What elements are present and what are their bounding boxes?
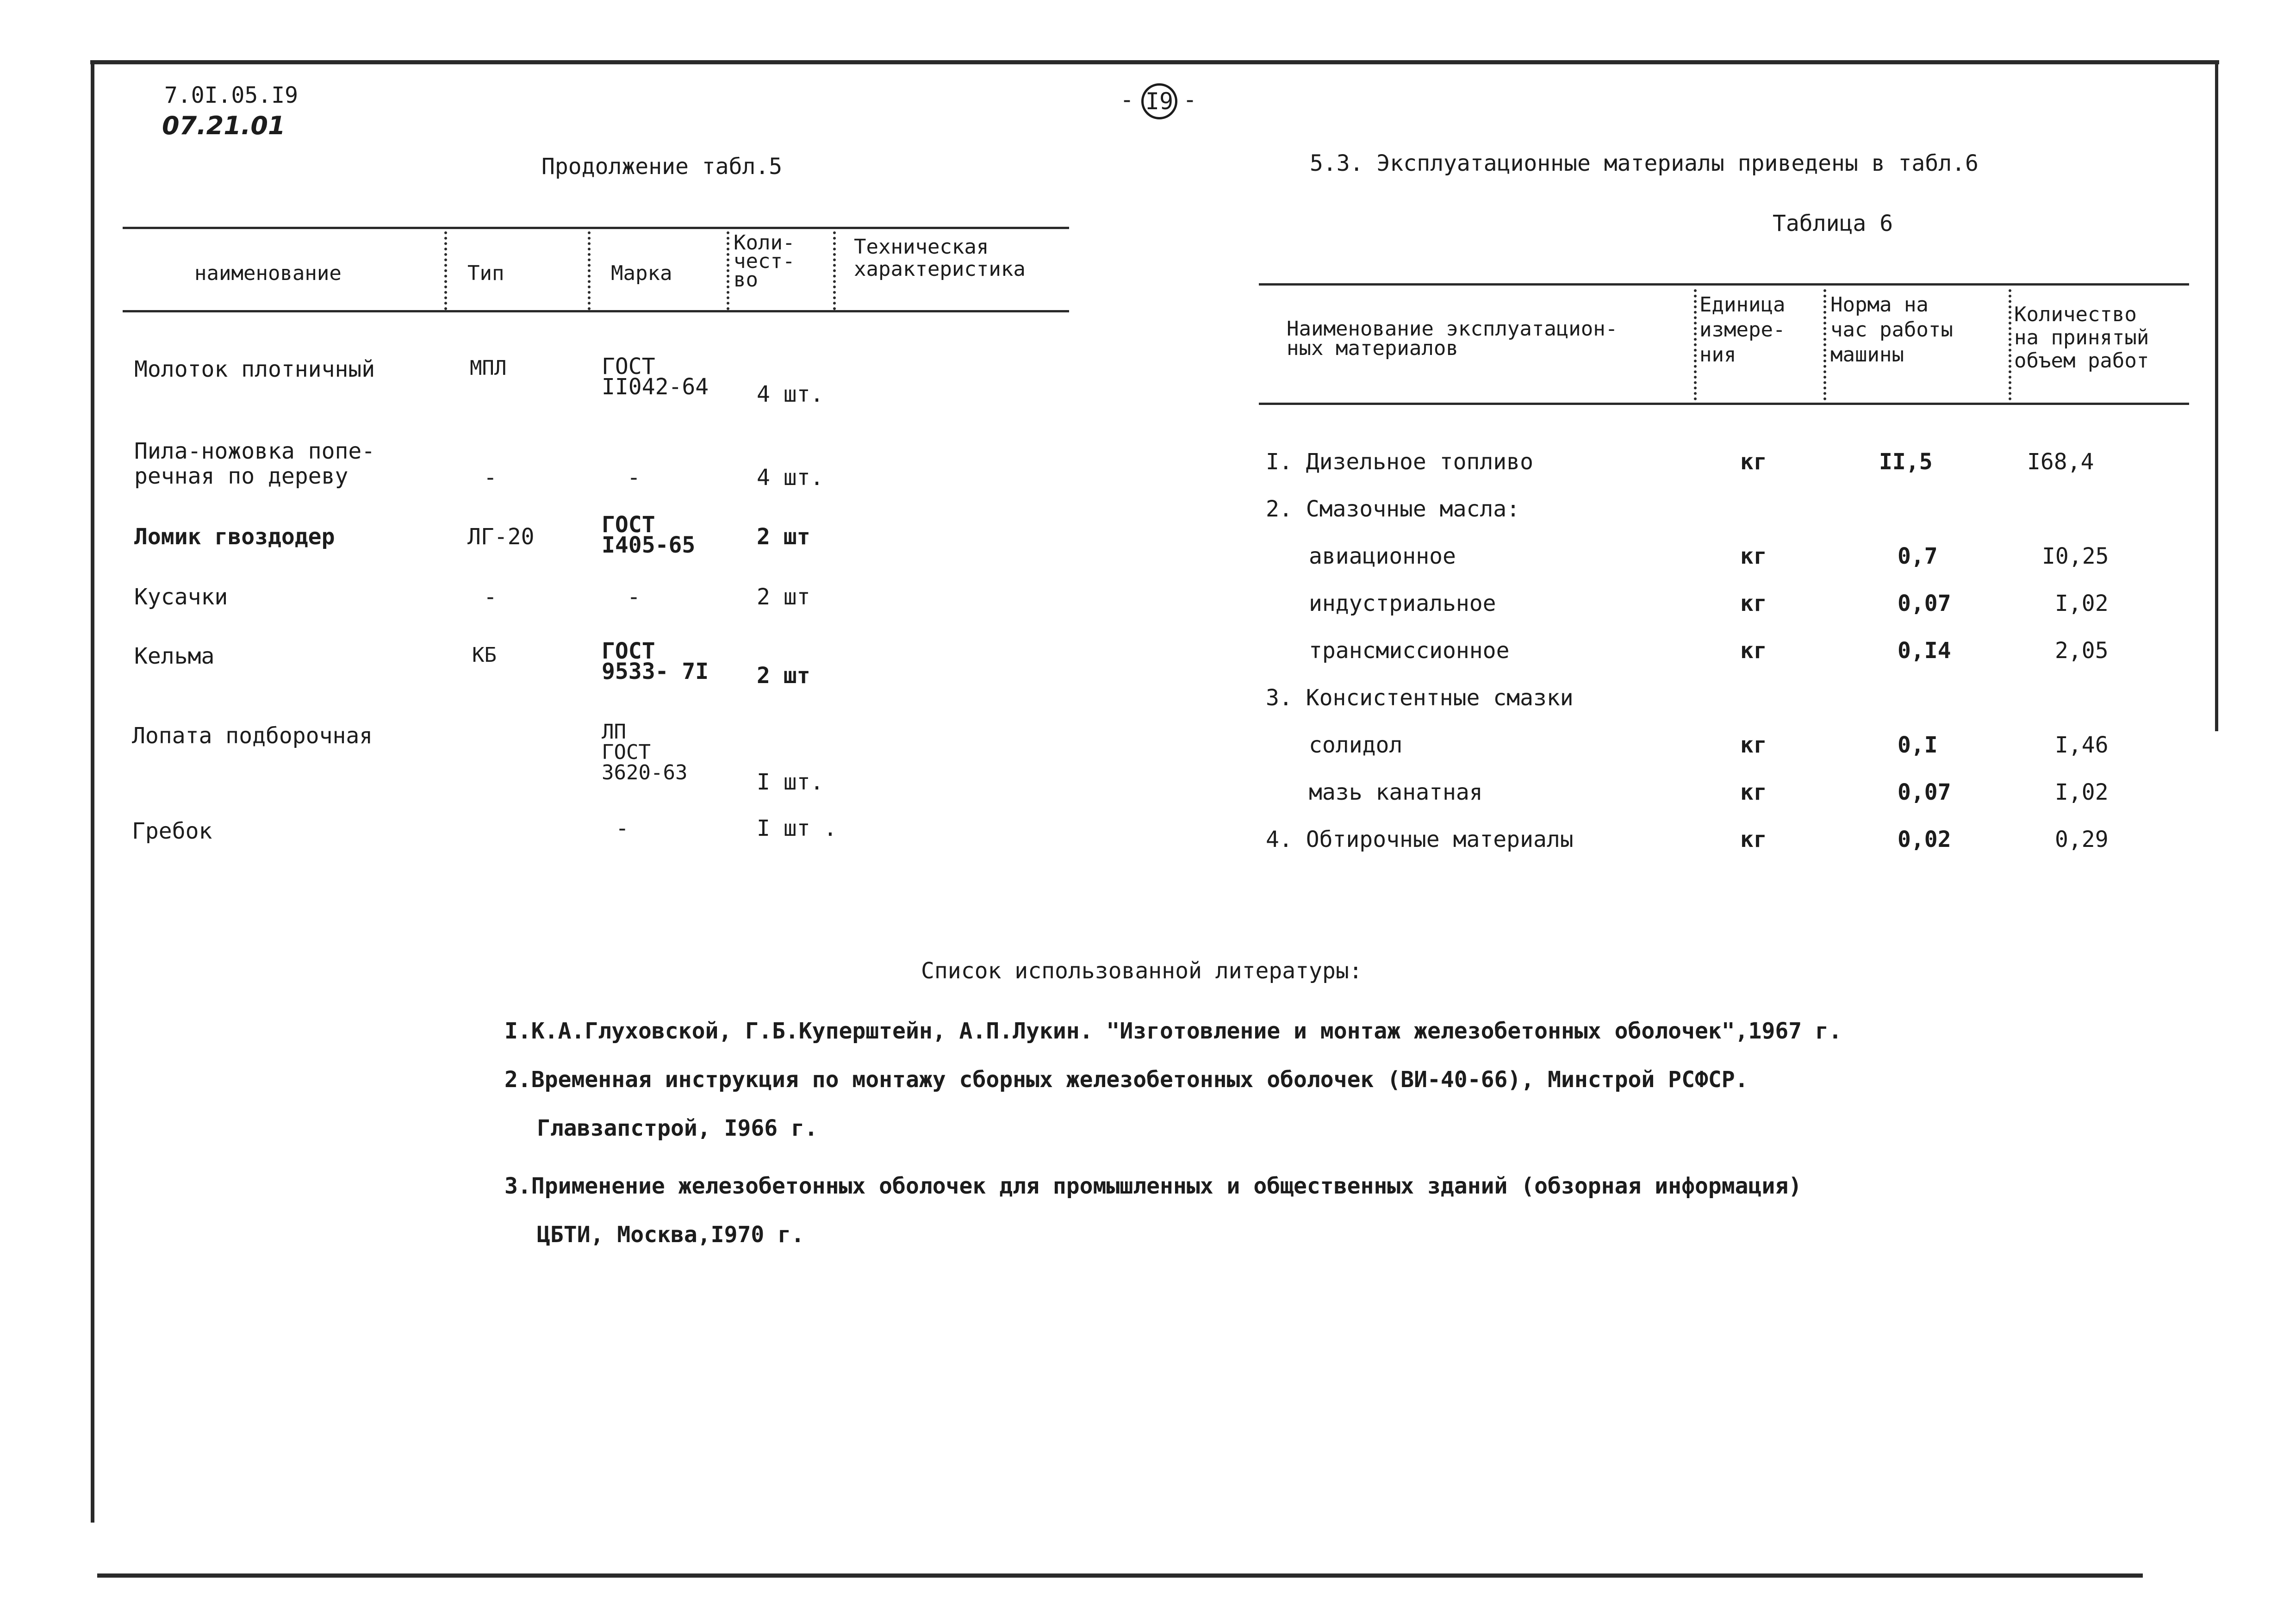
literature-item: I.К.А.Глуховской, Г.Б.Куперштейн, А.П.Лукин. "Изготовление и монтаж железобетонных оболочек",1967 г.	[504, 1018, 1842, 1044]
right-table-header-rule	[1259, 403, 2189, 405]
left-table-divider	[727, 231, 729, 310]
left-header-qty: Коли- чест- во	[734, 231, 795, 292]
table-cell: кг	[1740, 779, 1767, 805]
page-number: I9	[1145, 88, 1174, 115]
table-cell: 4 шт.	[757, 465, 824, 491]
table-cell: 2. Смазочные масла:	[1266, 496, 1520, 522]
table-cell: Кусачки	[134, 584, 228, 610]
page-dash-left: -	[1120, 86, 1134, 113]
table-cell: 0,07	[1898, 779, 1951, 805]
section-intro: 5.3. Эксплуатационные материалы приведены в табл.6	[1310, 150, 1979, 176]
left-header-name: наименование	[194, 261, 342, 285]
left-table-divider	[588, 231, 591, 310]
table-cell: -	[627, 465, 641, 491]
table-cell: солидол	[1309, 732, 1403, 758]
table-cell: I,02	[2055, 779, 2109, 805]
left-table-divider	[444, 231, 447, 310]
table-cell: -	[484, 584, 497, 610]
table-cell: ГОСТ I405-65	[602, 512, 696, 558]
right-header-norm: Норма на час работы машины	[1830, 293, 1953, 367]
right-header-amount: Количество на принятый объем работ	[2014, 303, 2149, 373]
frame-left-border	[91, 60, 94, 1523]
literature-item: 3.Применение железобетонных оболочек для промышленных и общественных зданий (обзорная информация)	[504, 1173, 1802, 1199]
table-cell: I шт.	[757, 769, 824, 795]
frame-right-border	[2215, 60, 2218, 731]
table-cell: кг	[1740, 591, 1767, 616]
table-cell: КБ	[472, 643, 497, 667]
page-number-circle	[1141, 83, 1177, 119]
table-cell: кг	[1740, 638, 1767, 664]
table-cell: кг	[1740, 827, 1767, 852]
table-cell: 4 шт.	[757, 381, 824, 407]
left-header-type: Тип	[467, 261, 504, 285]
table-cell: Лопата подборочная	[132, 723, 373, 749]
right-header-name: Наименование эксплуатацион- ных материалов	[1287, 317, 1618, 360]
frame-top-border	[90, 60, 2219, 64]
table-cell: Ломик гвоздодер	[134, 524, 335, 550]
right-table-title: Таблица 6	[1773, 211, 1893, 236]
table-cell: кг	[1740, 449, 1767, 475]
table-cell: 2 шт	[757, 524, 810, 550]
table-cell: II,5	[1879, 449, 1933, 475]
table-cell: I,02	[2055, 591, 2109, 616]
table-cell: -	[484, 465, 497, 491]
table-cell: индустриальное	[1309, 591, 1496, 616]
table-cell: I. Дизельное топливо	[1266, 449, 1533, 475]
frame-bottom-border	[97, 1573, 2143, 1578]
table-cell: -	[627, 584, 641, 610]
doc-code: 7.0I.05.I9	[164, 82, 298, 108]
table-cell: Кельма	[134, 643, 215, 669]
table-cell: ГОСТ 9533- 7I	[602, 638, 709, 684]
table-cell: МПЛ	[470, 356, 507, 380]
left-table-divider	[833, 231, 836, 310]
table-cell: I68,4	[2027, 449, 2094, 475]
right-table-divider	[1823, 289, 1826, 400]
literature-title: Список использованной литературы:	[921, 958, 1363, 984]
table-cell: ГОСТ II042-64	[602, 354, 709, 400]
table-cell: -	[616, 815, 629, 841]
table-cell: 0,29	[2055, 827, 2109, 852]
literature-item: ЦБТИ, Москва,I970 г.	[537, 1222, 804, 1248]
table-cell: 4. Обтирочные материалы	[1266, 827, 1574, 852]
table-cell: 0,02	[1898, 827, 1951, 852]
table-cell: I шт .	[757, 815, 837, 841]
table-cell: 3. Консистентные смазки	[1266, 685, 1574, 711]
table-cell: ЛП ГОСТ 3620-63	[602, 720, 688, 784]
left-header-mark: Марка	[611, 261, 672, 285]
left-header-spec: Техническая характеристика	[854, 235, 1026, 281]
literature-item: 2.Временная инструкция по монтажу сборных железобетонных оболочек (ВИ-40-66), Минстрой РСФСР.	[504, 1067, 1748, 1093]
left-table-header-rule	[123, 310, 1069, 312]
table-cell: 2,05	[2055, 638, 2109, 664]
table-cell: 0,07	[1898, 591, 1951, 616]
table-cell: Пила-ножовка попе- речная по дереву	[134, 438, 375, 489]
table-cell: 0,I4	[1898, 638, 1951, 664]
right-table-top-rule	[1259, 283, 2189, 286]
table-cell: трансмиссионное	[1309, 638, 1510, 664]
table-cell: 0,I	[1898, 732, 1938, 758]
page-dash-right: -	[1183, 86, 1197, 113]
table-cell: мазь канатная	[1309, 779, 1483, 805]
table-cell: I0,25	[2042, 543, 2109, 569]
right-table-divider	[1694, 289, 1697, 400]
table-cell: кг	[1740, 732, 1767, 758]
table-cell: авиационное	[1309, 543, 1456, 569]
table-cell: 0,7	[1898, 543, 1938, 569]
table-cell: 2 шт	[757, 663, 810, 689]
right-header-unit: Единица измере- ния	[1699, 293, 1786, 367]
literature-item: Главзапстрой, I966 г.	[537, 1115, 818, 1141]
handwritten-code: 07.21.01	[162, 111, 286, 140]
table-cell: 2 шт	[757, 584, 810, 610]
right-table-divider	[2009, 289, 2011, 400]
table-cell: Гребок	[132, 818, 212, 844]
left-table-top-rule	[123, 227, 1069, 229]
table-cell: Молоток плотничный	[134, 356, 375, 382]
table-cell: кг	[1740, 543, 1767, 569]
table-cell: ЛГ-20	[467, 524, 535, 550]
left-table-caption: Продолжение табл.5	[541, 154, 783, 180]
table-cell: I,46	[2055, 732, 2109, 758]
